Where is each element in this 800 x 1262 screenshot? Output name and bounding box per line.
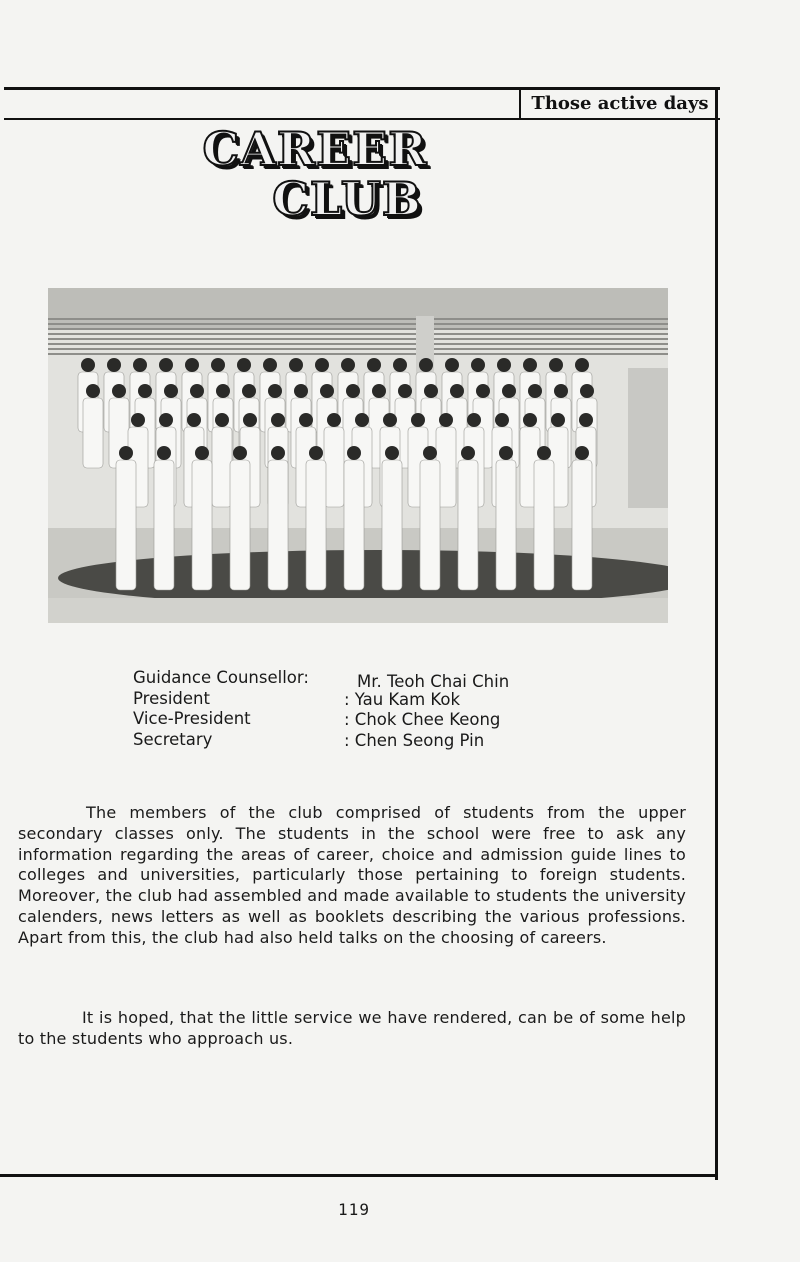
- student-head: [423, 446, 437, 460]
- group-photo: [48, 288, 668, 623]
- student-figure: [382, 460, 402, 590]
- student-head: [299, 413, 313, 427]
- student-figure: [496, 460, 516, 590]
- student-head: [133, 358, 147, 372]
- student-head: [215, 413, 229, 427]
- student-head: [398, 384, 412, 398]
- body-paragraph-2: It is hoped, that the little service we have rendered, can be of some help to the students who approach us.: [18, 1008, 686, 1048]
- student-figure: [192, 460, 212, 590]
- student-head: [411, 413, 425, 427]
- officer-row: [133, 689, 573, 710]
- student-head: [242, 384, 256, 398]
- officer-role: President: [133, 688, 210, 708]
- student-head: [580, 384, 594, 398]
- student-head: [271, 413, 285, 427]
- student-head: [195, 446, 209, 460]
- officer-role: Secretary: [133, 729, 213, 749]
- student-figure: [268, 460, 288, 590]
- student-head: [341, 358, 355, 372]
- student-head: [549, 358, 563, 372]
- student-head: [86, 384, 100, 398]
- body-paragraph-1: The members of the club comprised of students from the upper secondary classes only. The students in the school were free to ask any information regarding the areas of career, choice and admission guide lines to colleges and universities, particularly those pertaining to foreign students. Moreover, the club had assembled and made available to students the university calenders, news letters as well as booklets describing the various professions. Apart from this, the club had also held talks on the choosing of careers.: [18, 803, 686, 947]
- officers-list: [133, 668, 573, 750]
- student-head: [419, 358, 433, 372]
- officer-row: [133, 709, 573, 730]
- student-head: [112, 384, 126, 398]
- student-head: [424, 384, 438, 398]
- student-figure: [458, 460, 478, 590]
- student-figure: [572, 460, 592, 590]
- officer-name: : Chok Chee Keong: [344, 710, 501, 729]
- student-head: [439, 413, 453, 427]
- student-head: [271, 446, 285, 460]
- student-head: [450, 384, 464, 398]
- student-head: [355, 413, 369, 427]
- student-head: [523, 358, 537, 372]
- student-figure: [212, 427, 232, 507]
- header-tab-divider: [519, 88, 521, 119]
- student-head: [187, 413, 201, 427]
- student-head: [159, 358, 173, 372]
- officer-name: Mr. Teoh Chai Chin: [357, 672, 510, 691]
- student-head: [157, 446, 171, 460]
- student-head: [554, 384, 568, 398]
- officer-role: Vice-President: [133, 709, 251, 728]
- student-figure: [306, 460, 326, 590]
- student-head: [551, 413, 565, 427]
- student-head: [461, 446, 475, 460]
- student-head: [81, 358, 95, 372]
- student-head: [185, 358, 199, 372]
- student-figure: [116, 460, 136, 590]
- student-head: [216, 384, 230, 398]
- student-head: [138, 384, 152, 398]
- page-number: 119: [338, 1200, 370, 1219]
- student-head: [315, 358, 329, 372]
- student-figure: [83, 398, 103, 468]
- student-figure: [344, 460, 364, 590]
- student-head: [497, 358, 511, 372]
- student-head: [159, 413, 173, 427]
- student-head: [347, 446, 361, 460]
- student-head: [476, 384, 490, 398]
- student-head: [575, 446, 589, 460]
- student-figure: [154, 460, 174, 590]
- student-head: [579, 413, 593, 427]
- running-head: Those active days: [531, 93, 709, 114]
- page-title-line-1: CAREER: [202, 122, 428, 176]
- student-head: [385, 446, 399, 460]
- officer-row: [133, 730, 573, 751]
- student-head: [523, 413, 537, 427]
- student-head: [294, 384, 308, 398]
- student-head: [268, 384, 282, 398]
- student-head: [372, 384, 386, 398]
- student-head: [237, 358, 251, 372]
- student-head: [233, 446, 247, 460]
- header-rule: [4, 118, 720, 120]
- student-head: [190, 384, 204, 398]
- student-head: [131, 413, 145, 427]
- student-head: [537, 446, 551, 460]
- student-head: [107, 358, 121, 372]
- student-head: [471, 358, 485, 372]
- student-head: [164, 384, 178, 398]
- student-head: [445, 358, 459, 372]
- student-figure: [534, 460, 554, 590]
- student-head: [327, 413, 341, 427]
- officer-role: Guidance Counsellor:: [133, 668, 309, 687]
- frame-bottom-rule: [0, 1174, 718, 1177]
- student-head: [346, 384, 360, 398]
- officer-name: : Yau Kam Kok: [344, 689, 461, 709]
- officer-row: [133, 668, 573, 689]
- student-head: [528, 384, 542, 398]
- student-head: [263, 358, 277, 372]
- student-head: [467, 413, 481, 427]
- student-figure: [324, 427, 344, 507]
- student-head: [119, 446, 133, 460]
- student-figure: [230, 460, 250, 590]
- student-head: [495, 413, 509, 427]
- student-head: [383, 413, 397, 427]
- student-head: [243, 413, 257, 427]
- student-head: [393, 358, 407, 372]
- student-head: [499, 446, 513, 460]
- student-head: [575, 358, 589, 372]
- student-head: [211, 358, 225, 372]
- student-head: [367, 358, 381, 372]
- student-head: [289, 358, 303, 372]
- page-title-line-2: CLUB: [272, 172, 422, 226]
- frame-right-rule: [715, 87, 718, 1180]
- officer-name: : Chen Seong Pin: [344, 730, 485, 750]
- student-head: [502, 384, 516, 398]
- student-head: [320, 384, 334, 398]
- frame-top-rule: [4, 87, 720, 90]
- student-head: [309, 446, 323, 460]
- student-figure: [420, 460, 440, 590]
